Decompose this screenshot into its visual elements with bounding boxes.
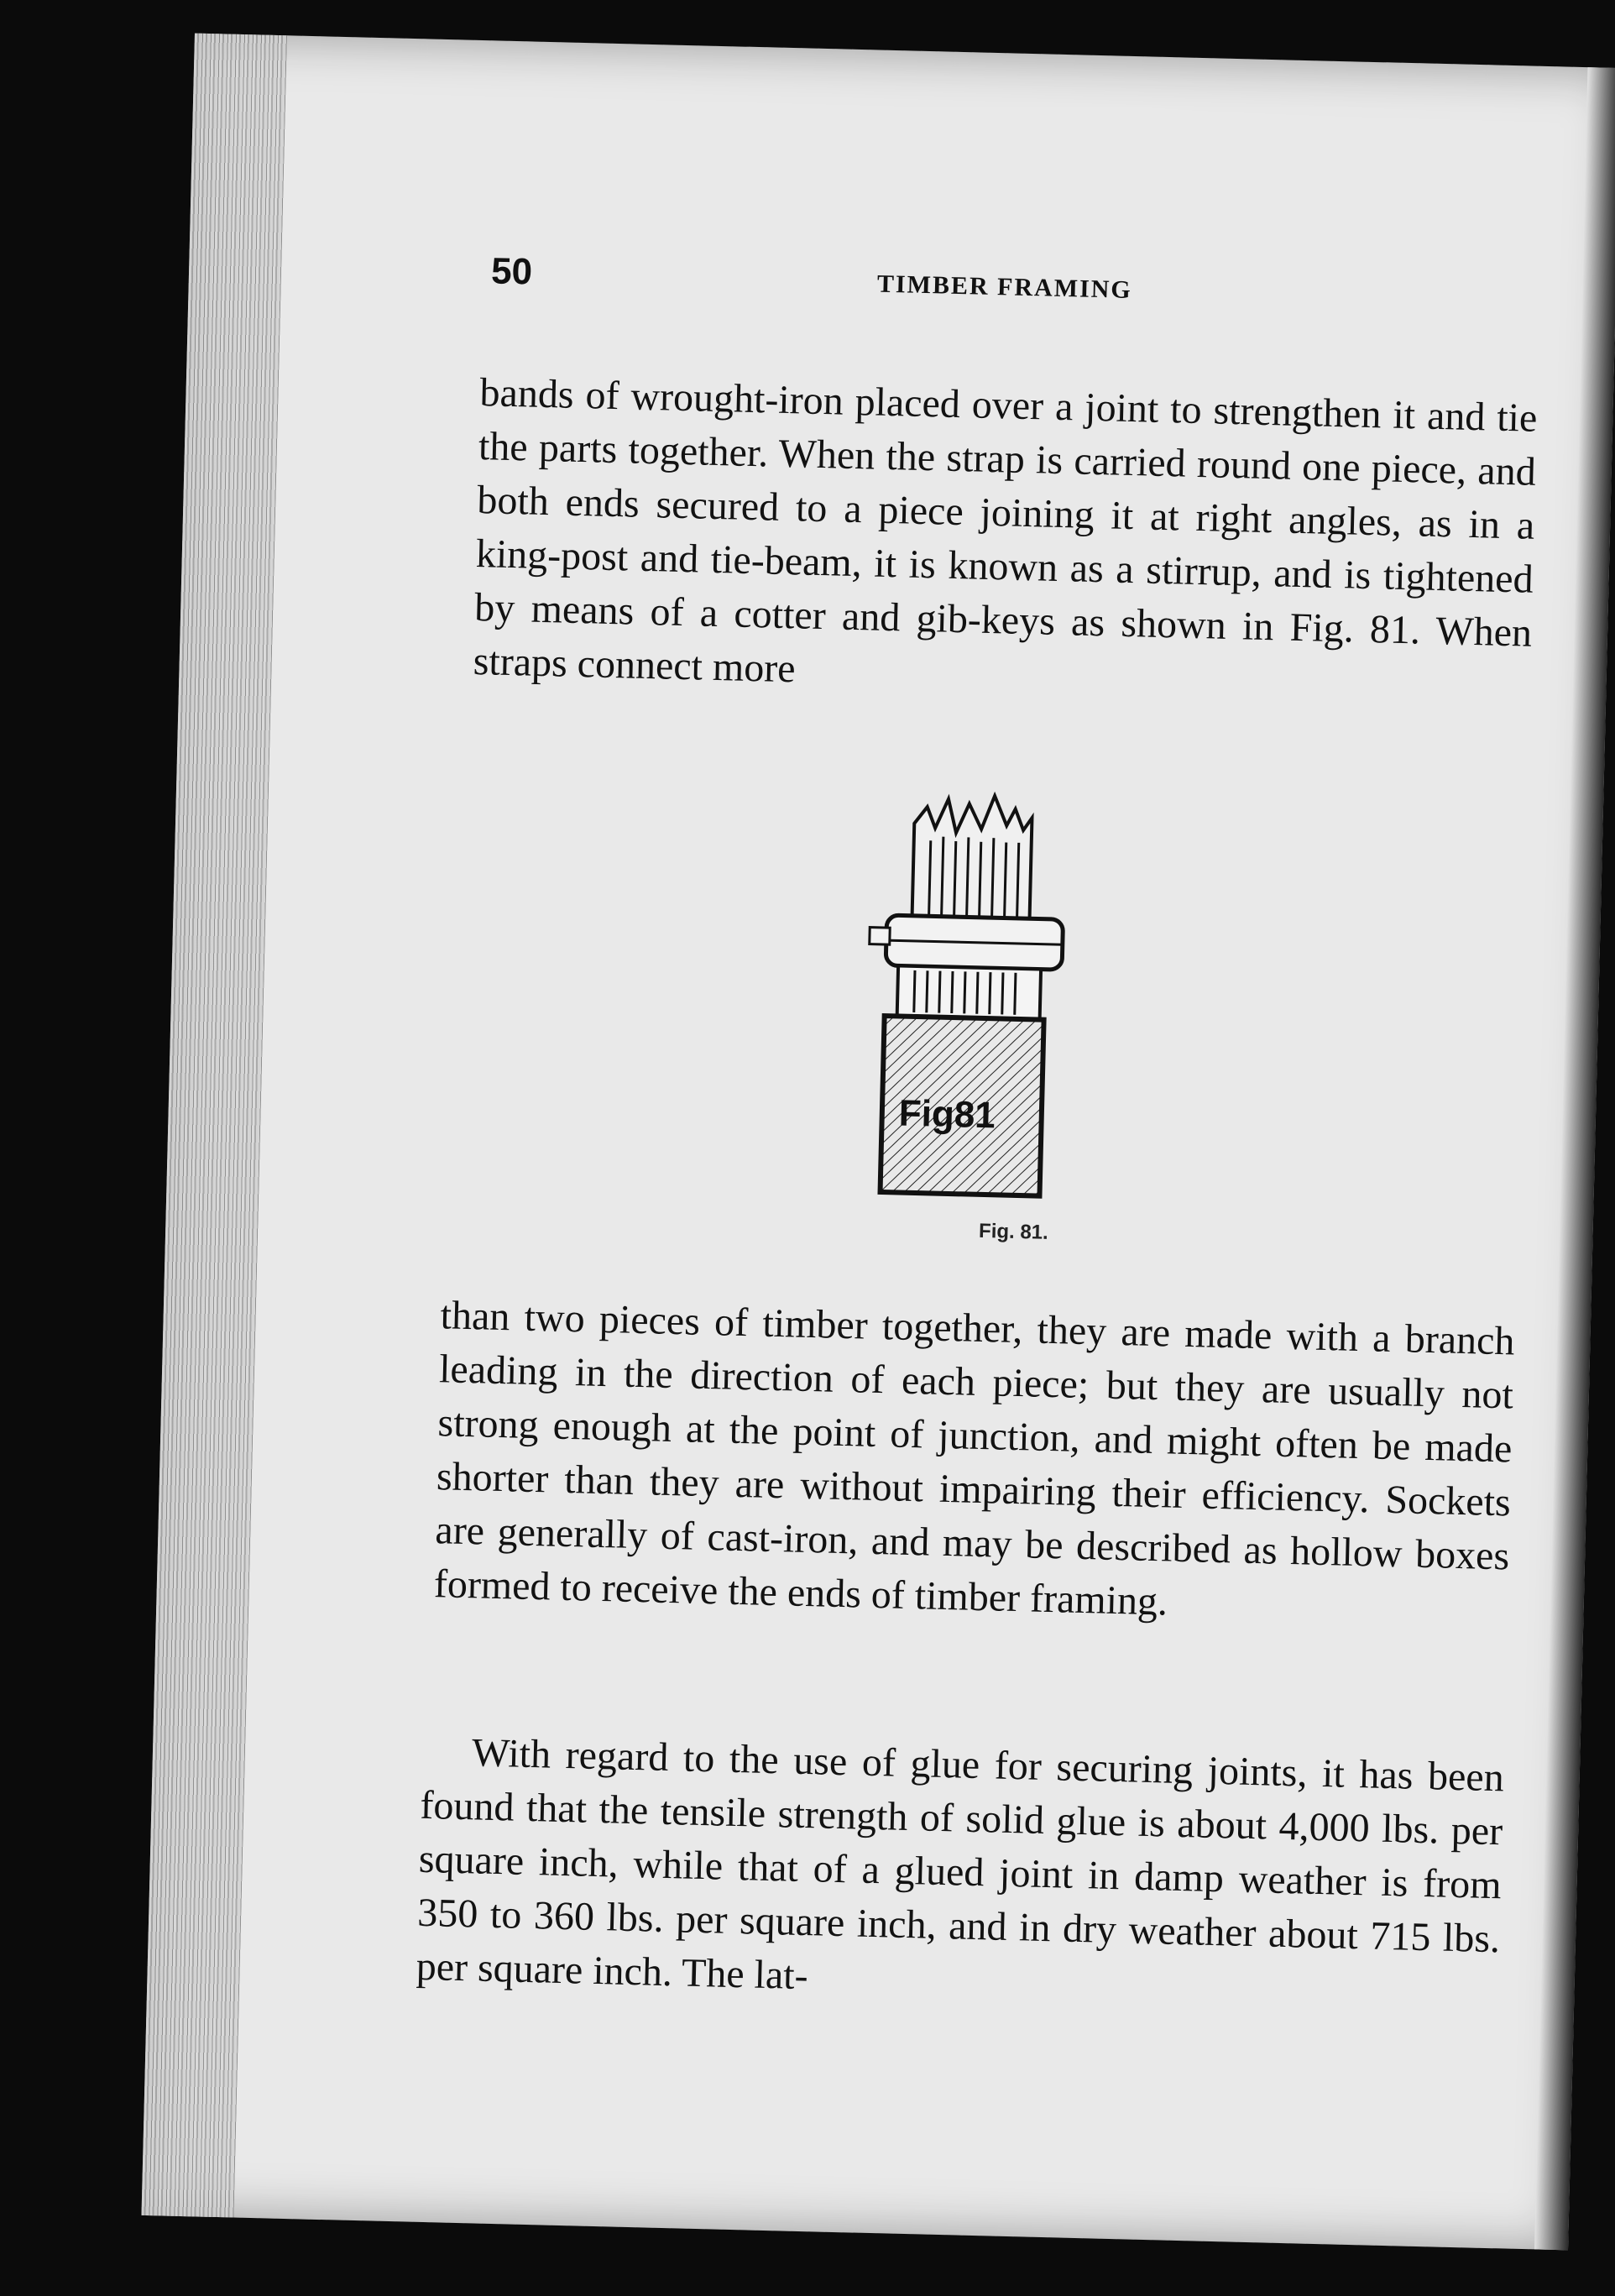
strap-illustration — [855, 788, 1150, 1215]
paragraph-1: bands of wrought-iron placed over a joint to strengthen it and tie the parts together. When the strap is carried round one piece, and both ends secured to a piece joining it at right angles, as in a king-post and tie-beam, it is known as a stirrup, and is tightened by means of a cotter and gib-keys as shown in Fig. 81. When straps connect more — [473, 370, 1538, 692]
page-edge-right — [1534, 67, 1615, 2250]
paragraph-2: than two pieces of timber together, they are made with a branch leading in the direction of each piece; but they are usually not strong enough at the point of junction, and might often be made shorter than they are without impairing their efficiency. Sockets are generally of cast-iron, and may be described as hollow boxes formed to receive the ends of timber framing. — [433, 1293, 1516, 1624]
page-number: 50 — [490, 250, 533, 293]
figure-81 — [854, 788, 1151, 1265]
page-edge-left — [141, 34, 286, 2218]
paragraph-3: With regard to the use of glue for securing joints, it has been found that the tensile strength of solid glue is about 4,000 lbs. per square inch, while that of a glued joint in damp weather is from 350 to 360 lbs. per square inch, and in dry weather about 715 lbs. per square inch. The lat- — [416, 1730, 1505, 1999]
running-head: TIMBER FRAMING — [876, 269, 1133, 304]
book-page — [141, 34, 1615, 2251]
figure-label: Fig81 — [898, 1092, 996, 1137]
page-header — [490, 250, 1583, 344]
figure-caption: Fig. 81. — [978, 1219, 1049, 1244]
